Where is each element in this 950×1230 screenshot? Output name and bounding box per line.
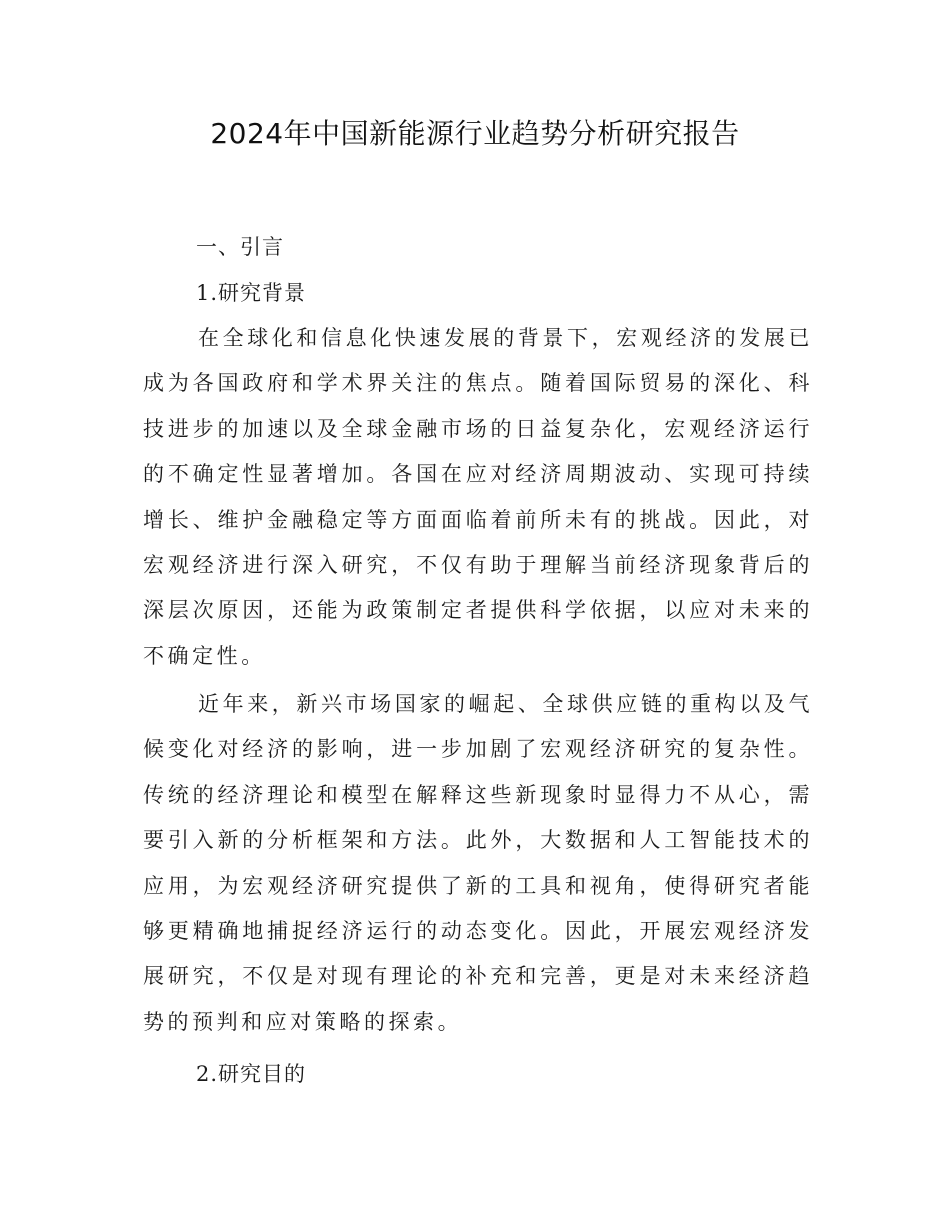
document-title: 2024年中国新能源行业趋势分析研究报告 [210, 117, 740, 150]
body-paragraph-1: 在全球化和信息化快速发展的背景下，宏观经济的发展已成为各国政府和学术界关注的焦点。随着国际贸易的深化、科技进步的加速以及全球金融市场的日益复杂化，宏观经济运行的不确定性显著增加。各国在应对经济周期波动、实现可持续增长、维护金融稳定等方面面临着前所未有的挑战。因此，对宏观经济进行深入研究，不仅有助于理解当前经济现象背后的深层次原因，还能为政策制定者提供科学依据，以应对未来的不确定性。 [143, 326, 813, 668]
subsection-heading-research-background: 1.研究背景 [196, 281, 307, 305]
body-paragraph-2: 近年来，新兴市场国家的崛起、全球供应链的重构以及气候变化对经济的影响，进一步加剧了宏观经济研究的复杂性。传统的经济理论和模型在解释这些新现象时显得力不从心，需要引入新的分析框架和方法。此外，大数据和人工智能技术的应用，为宏观经济研究提供了新的工具和视角，使得研究者能够更精确地捕捉经济运行的动态变化。因此，开展宏观经济发展研究，不仅是对现有理论的补充和完善，更是对未来经济趋势的预判和应对策略的探索。 [143, 692, 813, 1034]
section-heading-introduction: 一、引言 [196, 235, 284, 259]
subsection-heading-research-purpose: 2.研究目的 [196, 1062, 307, 1086]
